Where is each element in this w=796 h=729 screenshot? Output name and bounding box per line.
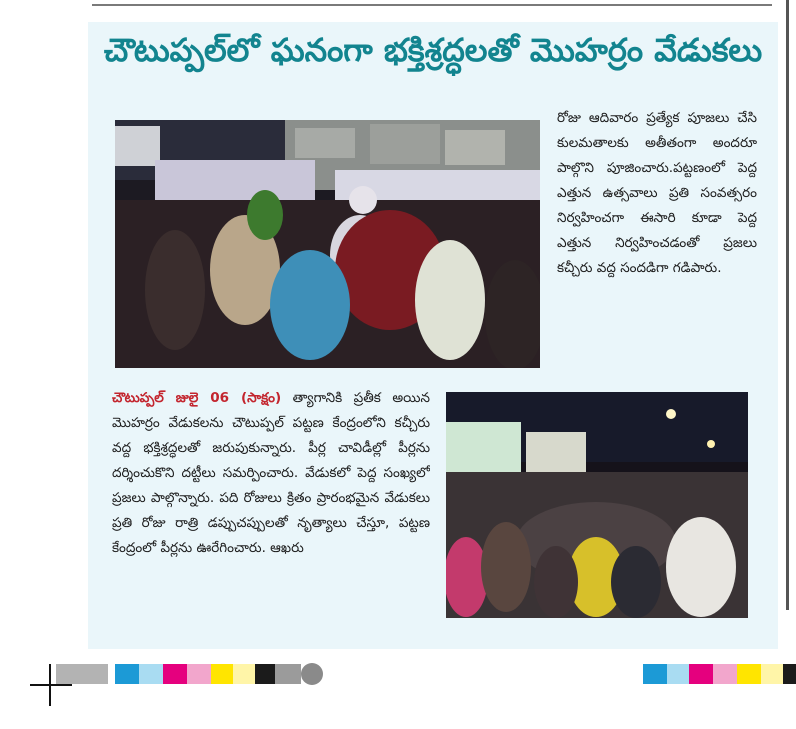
article-right-column: రోజు ఆదివారం ప్రత్యేక పూజలు చేసి కులమతాలకు అతీతంగా అందరూ పాల్గొని పూజించారు.పట్టణంలో పెద్ద ఎత్తున ఉత్సవాలు ప్రతి సంవత్సరం నిర్వహించగా ఈసారి కూడా పెద్ద ఎత్తున నిర్వహించడంతో ప్రజలు కచ్చీరు వద్ద సందడిగా గడిపారు.	[557, 110, 757, 276]
crop-mark-horizontal	[30, 684, 72, 686]
article-dateline: చౌటుప్పల్ జులై 06 (సాక్షం)	[112, 390, 282, 406]
article-bottom-column	[112, 386, 430, 618]
street-crowd-photo	[446, 392, 748, 618]
article-headline: చౌటుప్పల్‌లో ఘనంగా భక్తిశ్రద్ధలతో మొహర్రం వేడుకలు	[103, 31, 763, 69]
article-bottom-text: త్యాగానికి ప్రతీక అయిన మొహర్రం వేడుకలను చౌటుప్పల్ పట్టణ కేంద్రంలోని కచ్చీరు వద్ద భక్తిశ్రద్ధలతో జరుపుకున్నారు. పీర్ల చావిడీల్లో పీర్లను దర్శించుకొని దట్టీలు సమర్పించారు. వేడుకలో పెద్ద సంఖ్యలో ప్రజలు పాల్గొన్నారు. పది రోజులు క్రితం ప్రారంభమైన వేడుకలు ప్రతి రోజు రాత్రి డప్పుచప్పులతో నృత్యాలు చేస్తూ, పట్టణ కేంద్రంలో పీర్లను ఊరేగించారు. ఆఖరు	[112, 390, 430, 556]
top-rule	[92, 4, 772, 6]
procession-photo	[115, 120, 540, 368]
page-edge-rule	[786, 0, 789, 610]
crop-mark-vertical	[49, 664, 51, 706]
